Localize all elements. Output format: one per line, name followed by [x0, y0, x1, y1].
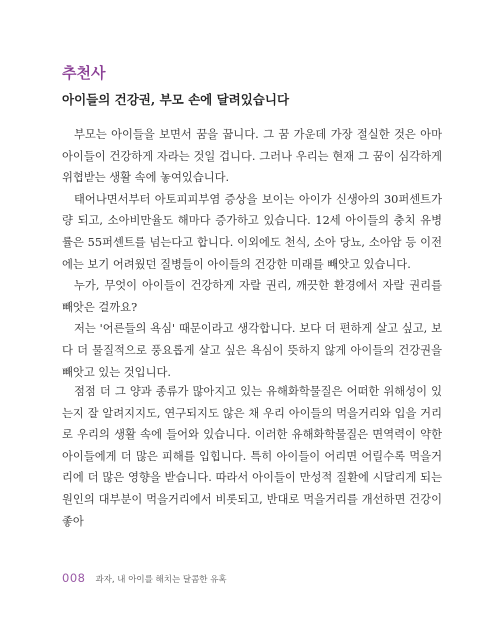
body-text-block-1 — [62, 124, 442, 383]
paragraph: 태어나면서부터 아토피피부염 증상을 보이는 아이가 신생아의 30퍼센트가량 되고, 소아비만율도 해마다 증가하고 있습니다. 12세 아이들의 충치 유병률은 55퍼센트를 넘는다고 합니다. 이외에도 천식, 소아 당뇨, 소아암 등 이전에는 보기 어려웠던 질병들이 아이들의 건강한 미래를 빼앗고 있습니다. — [62, 192, 442, 271]
paragraph: 점점 더 그 양과 종류가 많아지고 있는 유해화학물질은 어떠한 위해성이 있는지 잘 알려지지도, 연구되지도 않은 채 우리 아이들의 먹을거리와 입을 거리로 우리의 생활 속에 들어와 있습니다. 이러한 유해화학물질은 면역력이 약한 아이들에게 더 많은 피해를 입힙니다. 특히 아이들이 어리면 어릴수록 먹을거리에 더 많은 영향을 받습니다. 따라서 아이들이 만성적 질환에 시달리게 되는 원인의 대부분이 먹을거리에서 비롯되고, 반대로 먹을거리를 개선하면 건강이 좋아 — [62, 385, 442, 528]
section-label: 추천사 — [62, 64, 106, 82]
paragraph: 저는 '어른들의 욕심' 때문이라고 생각합니다. 보다 더 편하게 살고 싶고, 보다 더 물질적으로 풍요롭게 살고 싶은 욕심이 뜻하지 않게 아이들의 건강권을 빼앗고 있는 것입니다. — [62, 322, 442, 379]
page-heading: 아이들의 건강권, 부모 손에 달려있습니다 — [62, 92, 290, 107]
running-title: 과자, 내 아이를 해치는 달콤한 유혹 — [95, 575, 227, 585]
page-footer — [62, 571, 227, 585]
body-text-block-2 — [62, 381, 442, 532]
paragraph: 누가, 무엇이 아이들이 건강하게 자랄 권리, 깨끗한 환경에서 자랄 권리를 빼앗은 걸까요? — [62, 279, 442, 314]
paragraph: 부모는 아이들을 보면서 꿈을 꿉니다. 그 꿈 가운데 가장 절실한 것은 아마 아이들이 건강하게 자라는 것일 겁니다. 그러나 우리는 현재 그 꿈이 심각하게 위협받는 생활 속에 놓여있습니다. — [62, 128, 442, 185]
page-number: 008 — [62, 571, 86, 585]
